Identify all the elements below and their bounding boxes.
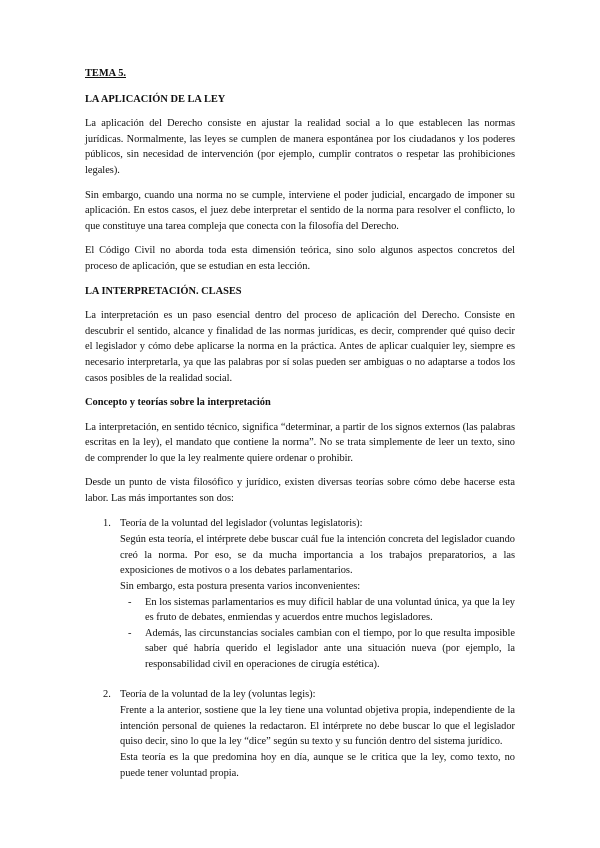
bullet-text: Además, las circunstancias sociales cambian con el tiempo, por lo que resulta imposible saber qué habría querido el legislador ante una situación nueva (por ejemplo, la responsabilidad civil en operaciones de cirugía estética). (145, 627, 515, 670)
list-item (120, 626, 515, 673)
paragraph: Desde un punto de vista filosófico y jurídico, existen diversas teorías sobre cómo debe hacerse esta labor. Las más importantes son dos: (85, 477, 515, 505)
paragraph: El Código Civil no aborda toda esta dimensión teórica, sino solo algunos aspectos concretos del proceso de aplicación, que se estudian en esta lección. (85, 245, 515, 272)
subsection-title: Concepto y teorías sobre la interpretación (85, 397, 271, 409)
theory-title: Teoría de la voluntad de la ley (voluntas legis): (120, 688, 316, 700)
paragraph: Sin embargo, cuando una norma no se cumple, interviene el poder judicial, encargado de imponer su aplicación. En estos casos, el juez debe interpretar el sentido de la norma para resolver el conflicto, lo que constituye una tarea compleja que conecta con la filosofía del Derecho. (85, 189, 515, 232)
list-item (85, 687, 515, 782)
list-number: 2. (103, 688, 111, 700)
dash-marker: - (128, 596, 132, 608)
theory-extra: Esta teoría es la que predomina hoy en día, aunque se le critica que la ley, como texto, no puede tener voluntad propia. (120, 751, 515, 779)
theory-title: Teoría de la voluntad del legislador (voluntas legislatoris): (120, 517, 363, 529)
section-title-aplicacion: LA APLICACIÓN DE LA LEY (85, 93, 226, 105)
theory-extra: Sin embargo, esta postura presenta varios inconvenientes: (120, 581, 361, 593)
theory-body: Según esta teoría, el intérprete debe buscar cuál fue la intención concreta del legislador cuando creó la norma. Por eso, se da mucha importancia a los trabajos preparatorios, a las exposiciones de motivos o a los debates parlamentarios. (120, 534, 515, 577)
theories-list (85, 516, 515, 782)
paragraph: La interpretación, en sentido técnico, significa “determinar, a partir de los signos externos (las palabras escritas en la ley), el mandato que contiene la norma”. No se trata simplemente de leer un texto, sino de comprender lo que la ley realmente quiere ordenar o prohibir. (85, 421, 515, 464)
paragraph: La aplicación del Derecho consiste en ajustar la realidad social a lo que establecen las normas jurídicas. Normalmente, las leyes se cumplen de manera espontánea por los ciudadanos y los poderes públicos, sin necesidad de intervención (por ejemplo, cumplir contratos o respetar las prohibiciones legales). (85, 118, 515, 176)
bullet-text: En los sistemas parlamentarios es muy difícil hablar de una voluntad única, ya que la ley es fruto de debates, enmiendas y acuerdos entre muchos legisladores. (145, 596, 515, 624)
section-title-interpretacion: LA INTERPRETACIÓN. CLASES (85, 285, 242, 297)
dash-marker: - (128, 627, 132, 639)
paragraph: La interpretación es un paso esencial dentro del proceso de aplicación del Derecho. Consiste en descubrir el sentido, alcance y finalidad de las normas jurídicas, es decir, comprender qué quiso decir el legislador y cómo debe aplicarse la norma en la práctica. Antes de aplicar cualquier ley, siempre es necesario interpretarla, ya que las palabras por sí solas pueden ser ambiguas o no adaptarse a todos los casos posibles de la realidad social. (85, 310, 515, 384)
tema-heading: TEMA 5. (85, 68, 126, 79)
drawbacks-list (120, 595, 515, 673)
list-item (85, 516, 515, 673)
list-number: 1. (103, 517, 111, 529)
list-item (120, 595, 515, 626)
theory-body: Frente a la anterior, sostiene que la ley tiene una voluntad objetiva propia, independiente de la intención personal de quienes la redactaron. El intérprete no debe buscar lo que el legislador quiso decir, sino lo que la ley “dice” según su texto y su función dentro del sistema jurídico. (120, 705, 515, 748)
